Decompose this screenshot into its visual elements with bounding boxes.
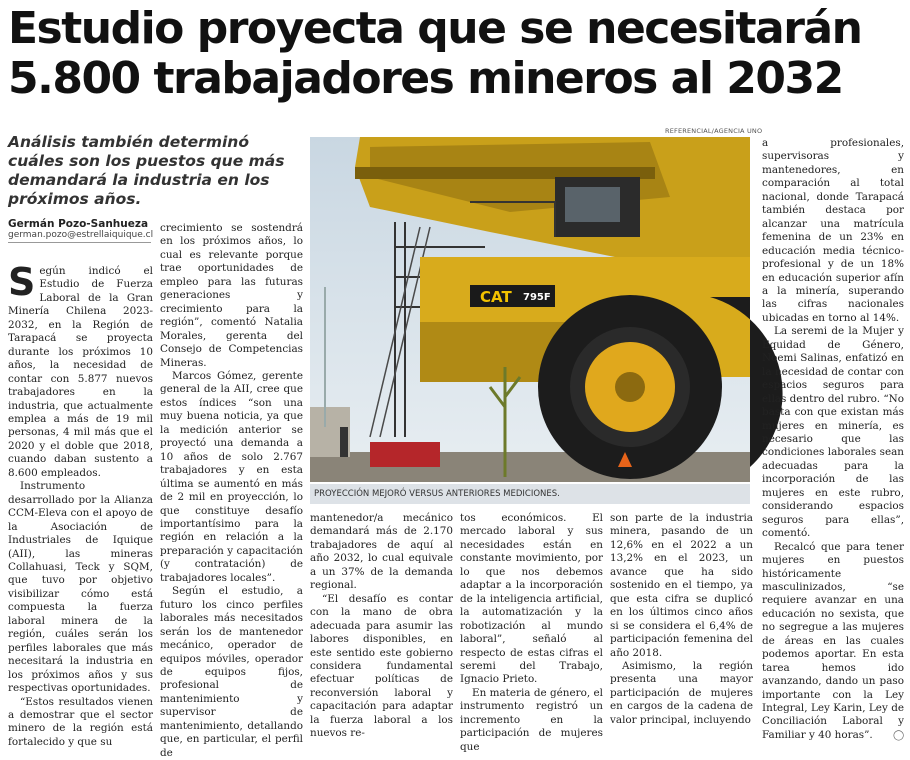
article-paragraph: La seremi de la Mujer y Equidad de Género, Noemi Salinas, enfatizó en la necesidad de contar con espacios seguros para ellas dentro del rubro. “No basta con que existan más mujeres en minería, es necesario que las condiciones laborales sean adecuadas para la incorporación de las mujeres en este rubro, considerando espacios seguros para ellas”, comentó.: [762, 325, 904, 540]
article-paragraph: egún indicó el Estudio de Fuerza Laboral de la Gran Minería Chilena 2023-2032, en la Región de Tarapacá se proyecta durante los próximos 10 años, la necesidad de contar con 5.877 nuevos trabajadores en la industria, que actualmente emplea a más de 19 mil personas, 4 mil más que el 2020 y el doble que 2018, cuando daban sustento a 8.600 empleados.: [8, 265, 153, 479]
author-email[interactable]: german.pozo@estrellaiquique.cl: [8, 230, 154, 240]
article-paragraph: “Estos resultados vienen a demostrar que el sector minero de la región está fortalecido y que su: [8, 695, 153, 748]
article-paragraph: tos económicos. El mercado laboral y sus necesidades están en constante movimiento, por lo que nos debemos adaptar a la incorporación de la inteligencia artificial, la automatización y la robotización al mundo laboral”, señaló al respecto de estas cifras el seremi del Trabajo, Ignacio Prieto.: [460, 512, 603, 686]
author-name: Germán Pozo-Sanhueza: [8, 218, 149, 230]
dropcap: S: [8, 260, 36, 304]
article-column-2: [160, 222, 303, 759]
article-paragraph: En materia de género, el instrumento registró un incremento en la participación de mujeres que: [460, 686, 603, 753]
article-paragraph: Instrumento desarrollado por la Alianza CCM-Eleva con el apoyo de la Asociación de Industriales de Iquique (AII), las mineras Collahuasi, Teck y SQM, que tuvo por objetivo visibilizar cómo está compuesta la fuerza laboral minera de la región, cuáles serán los perfiles laborales que más necesitará la industria en los próximos años y sus respectivas oportunidades.: [8, 480, 153, 695]
cat-logo: CAT: [480, 288, 512, 306]
article-column-6: [762, 137, 904, 740]
byline: [8, 218, 153, 240]
article-paragraph: crecimiento se sostendrá en los próximos años, lo cual es relevante porque trae oportunidades de empleo para las futuras generaciones y crecimiento para la región”, comentó Natalia Morales, gerenta del Consejo de Competencias Mineras.: [160, 222, 303, 369]
page-corner-icon: ◯: [893, 730, 905, 741]
article-paragraph: Marcos Gómez, gerente general de la AII, cree que estos índices “son una muy buena noticia, ya que la medición anterior se proyectó una demanda a 10 años de solo 2.767 trabajadores y en esta última se aumentó en más de 2 mil en proyección, lo que constituye desafío importantísimo para la región en relación a la preparación y capacitación (y contratación) de trabajadores locales”.: [160, 369, 303, 584]
article-paragraph: “El desafío es contar con la mano de obra adecuada para asumir las labores disponibles, en este sentido este gobierno considera fundamental efectuar políticas de reconversión laboral y capacitación para adaptar la fuerza laboral a los nuevos re-: [310, 592, 453, 740]
article-paragraph: Recalcó que para tener mujeres en puestos históricamente masculinizados, “se requiere avanzar en una educación no sexista, que no segregue a las mujeres de áreas en las cuales podemos aportar. En esta tarea hemos ido avanzando, dando un paso importante con la Ley Integral, Ley Karin, Ley de Conciliación Laboral y Familiar y 40 horas”.: [762, 540, 904, 741]
photo-caption: PROYECCIÓN MEJORÓ VERSUS ANTERIORES MEDICIONES.: [310, 484, 750, 504]
article-paragraph: mantenedor/a mecánico demandará más de 2.170 trabajadores de aquí al año 2032, lo cual equivale a un 37% de la demanda regional.: [310, 512, 453, 592]
mining-truck-illustration: [310, 137, 750, 482]
headline: Estudio proyecta que se necesitarán 5.800 trabajadores mineros al 2032: [8, 3, 862, 104]
article-paragraph: Según el estudio, a futuro los cinco perfiles laborales más necesitados serán los de mantenedor mecánico, operador de equipos móviles, operador de equipos fijos, profesional de mantenimiento y supervisor de mantenimiento, detallando que, en particular, el perfil de: [160, 585, 303, 759]
article-column-5: [610, 512, 753, 740]
article-paragraph: Asimismo, la región presenta una mayor participación de mujeres en cargos de la cadena de valor principal, incluyendo: [610, 659, 753, 726]
article-paragraph: a profesionales, supervisoras y mantenedores, en comparación al total nacional, donde Tarapacá también destaca por alcanzar una matrícula femenina de un 23% en educación media técnico-profesional y de un 18% en educación superior afín a la minería, superando las cifras nacionales ubicadas en torno al 14%.: [762, 137, 904, 324]
article-column-4: [460, 512, 603, 753]
photo-credit: REFERENCIAL/AGENCIA UNO: [665, 127, 763, 135]
article-column-3: [310, 512, 453, 740]
subheadline: Análisis también determinó cuáles son los puestos que más demandará la industria en los próximos años.: [8, 133, 285, 208]
truck-model: 795F: [523, 292, 551, 303]
article-column-1: [8, 260, 153, 748]
article-paragraph: son parte de la industria minera, pasando de un 12,6% en el 2022 a un 13,2% en el 2023, un avance que ha sido sostenido en el tiempo, ya que esta cifra se duplicó en los últimos cinco años si se considera el 6,4% de participación femenina del año 2018.: [610, 512, 753, 659]
byline-divider: [8, 242, 151, 243]
mining-truck-photo: [310, 137, 750, 482]
